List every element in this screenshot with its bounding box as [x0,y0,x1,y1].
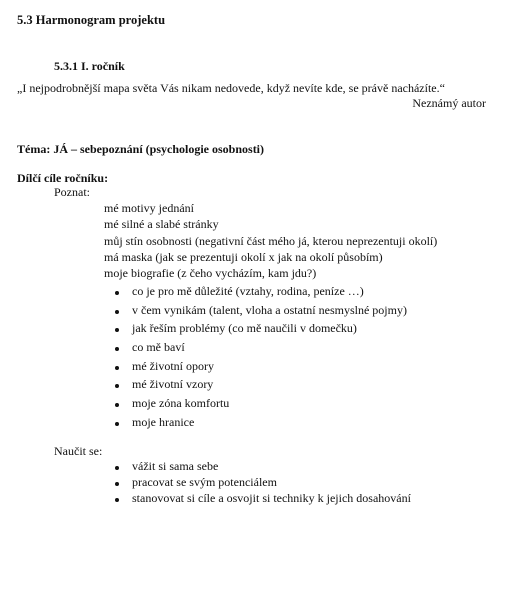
bullet-icon [115,498,119,502]
theme-heading: Téma: JÁ – sebepoznání (psychologie osobnosti) [17,142,265,156]
bullet-icon [115,328,119,332]
bullet-icon [115,366,119,370]
list-item: vážit si sama sebe [132,459,219,473]
naucit-label: Naučit se: [54,444,103,458]
list-item: co mě baví [132,340,185,354]
list-item: moje hranice [132,415,195,429]
section-title: 5.3 Harmonogram projektu [17,13,166,27]
bullet-icon [115,291,119,295]
bullet-icon [115,422,119,426]
bullet-icon [115,384,119,388]
subsection-title: 5.3.1 I. ročník [54,59,125,73]
list-item: mé motivy jednání [104,201,194,215]
list-item: pracovat se svým potenciálem [132,475,277,489]
bullet-icon [115,347,119,351]
quote-text: „I nejpodrobnější mapa světa Vás nikam nedovede, když nevíte kde, se právě nacházíte.“ [17,81,445,95]
bullet-icon [115,482,119,486]
bullet-icon [115,310,119,314]
list-item: má maska (jak se prezentuji okolí x jak na okolí působím) [104,250,383,264]
list-item: v čem vynikám (talent, vloha a ostatní nesmyslné pojmy) [132,303,407,317]
bullet-icon [115,466,119,470]
goals-heading: Dílčí cíle ročníku: [17,171,109,185]
list-item: mé životní vzory [132,377,214,391]
list-item: můj stín osobnosti (negativní část mého já, kterou neprezentuji okolí) [104,234,438,248]
bullet-icon [115,403,119,407]
list-item: stanovovat si cíle a osvojit si techniky k jejich dosahování [132,491,411,505]
list-item: moje biografie (z čeho vycházím, kam jdu?) [104,266,317,280]
quote-author: Neznámý autor [412,96,486,110]
list-item: mé silné a slabé stránky [104,217,219,231]
list-item: jak řeším problémy (co mě naučili v domečku) [132,321,357,335]
list-item: co je pro mě důležité (vztahy, rodina, peníze …) [132,284,364,298]
poznat-label: Poznat: [54,185,90,199]
list-item: moje zóna komfortu [132,396,230,410]
list-item: mé životní opory [132,359,214,373]
